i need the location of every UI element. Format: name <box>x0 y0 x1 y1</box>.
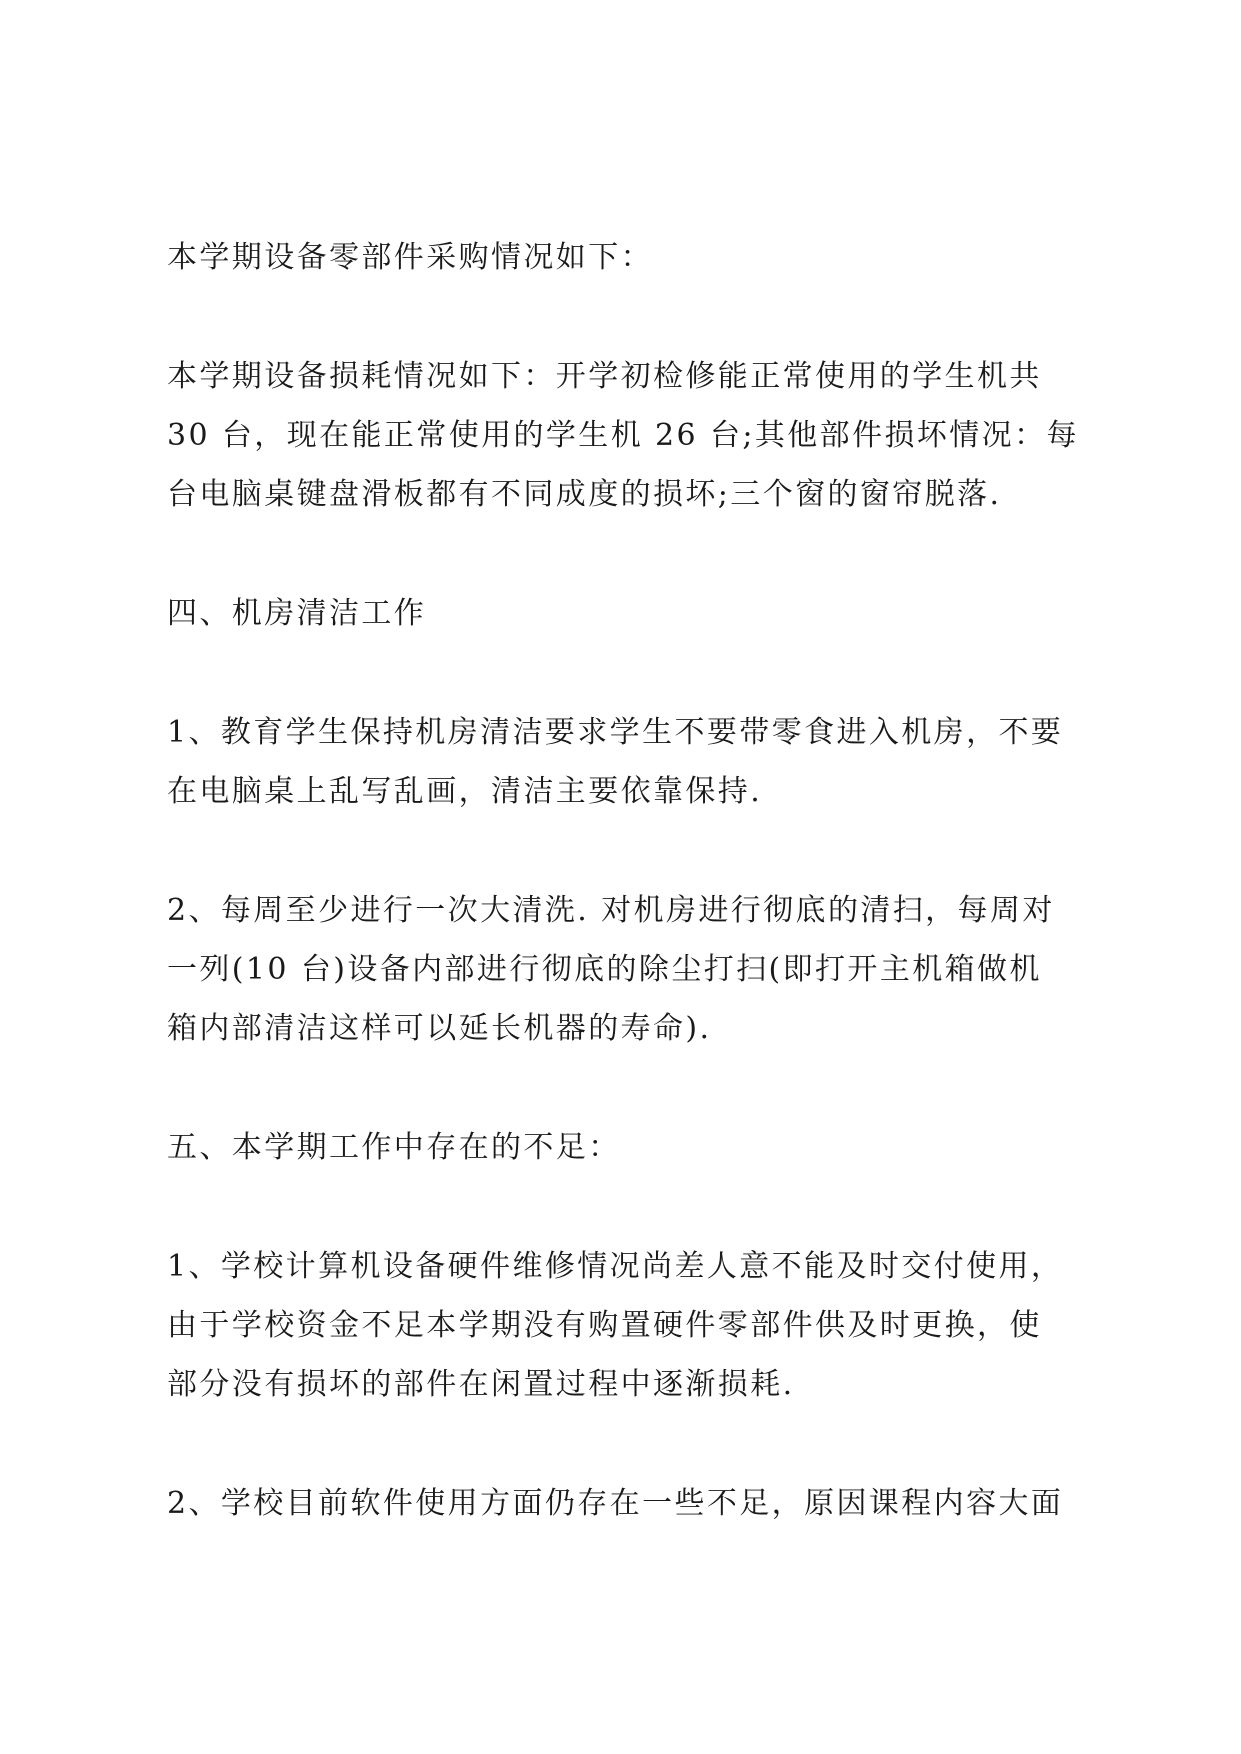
text-line: 一列(10 台)设备内部进行彻底的除尘打扫(即打开主机箱做机 <box>167 952 1042 987</box>
text-line: 1、教育学生保持机房清洁要求学生不要带零食进入机房，不要 <box>167 715 1064 750</box>
text-line: 2、每周至少进行一次大清洗. 对机房进行彻底的清扫，每周对 <box>167 893 1055 928</box>
text-line: 2、学校目前软件使用方面仍存在一些不足，原因课程内容大面 <box>167 1486 1064 1521</box>
section-four-heading <box>167 584 1092 643</box>
text-line: 五、本学期工作中存在的不足： <box>167 1130 621 1165</box>
text-line: 本学期设备零部件采购情况如下： <box>167 240 653 275</box>
text-line: 本学期设备损耗情况如下：开学初检修能正常使用的学生机共 <box>167 359 1042 394</box>
text-line: 1、学校计算机设备硬件维修情况尚差人意不能及时交付使用， <box>167 1249 1064 1284</box>
document-page <box>167 228 1092 1533</box>
text-line: 30 台，现在能正常使用的学生机 26 台;其他部件损坏情况：每 <box>167 418 1079 453</box>
procurement-heading <box>167 228 1092 287</box>
shortcoming-item-2 <box>167 1474 1092 1533</box>
cleaning-item-1 <box>167 703 1092 821</box>
text-line: 四、机房清洁工作 <box>167 596 427 631</box>
cleaning-item-2 <box>167 881 1092 1058</box>
section-five-heading <box>167 1118 1092 1177</box>
text-line: 部分没有损坏的部件在闲置过程中逐渐损耗. <box>167 1367 795 1402</box>
text-line: 箱内部清洁这样可以延长机器的寿命). <box>167 1011 712 1046</box>
text-line: 在电脑桌上乱写乱画，清洁主要依靠保持. <box>167 774 763 809</box>
text-line: 由于学校资金不足本学期没有购置硬件零部件供及时更换，使 <box>167 1308 1042 1343</box>
equipment-loss-paragraph <box>167 347 1092 524</box>
text-line: 台电脑桌键盘滑板都有不同成度的损坏;三个窗的窗帘脱落. <box>167 477 1002 512</box>
shortcoming-item-1 <box>167 1237 1092 1414</box>
